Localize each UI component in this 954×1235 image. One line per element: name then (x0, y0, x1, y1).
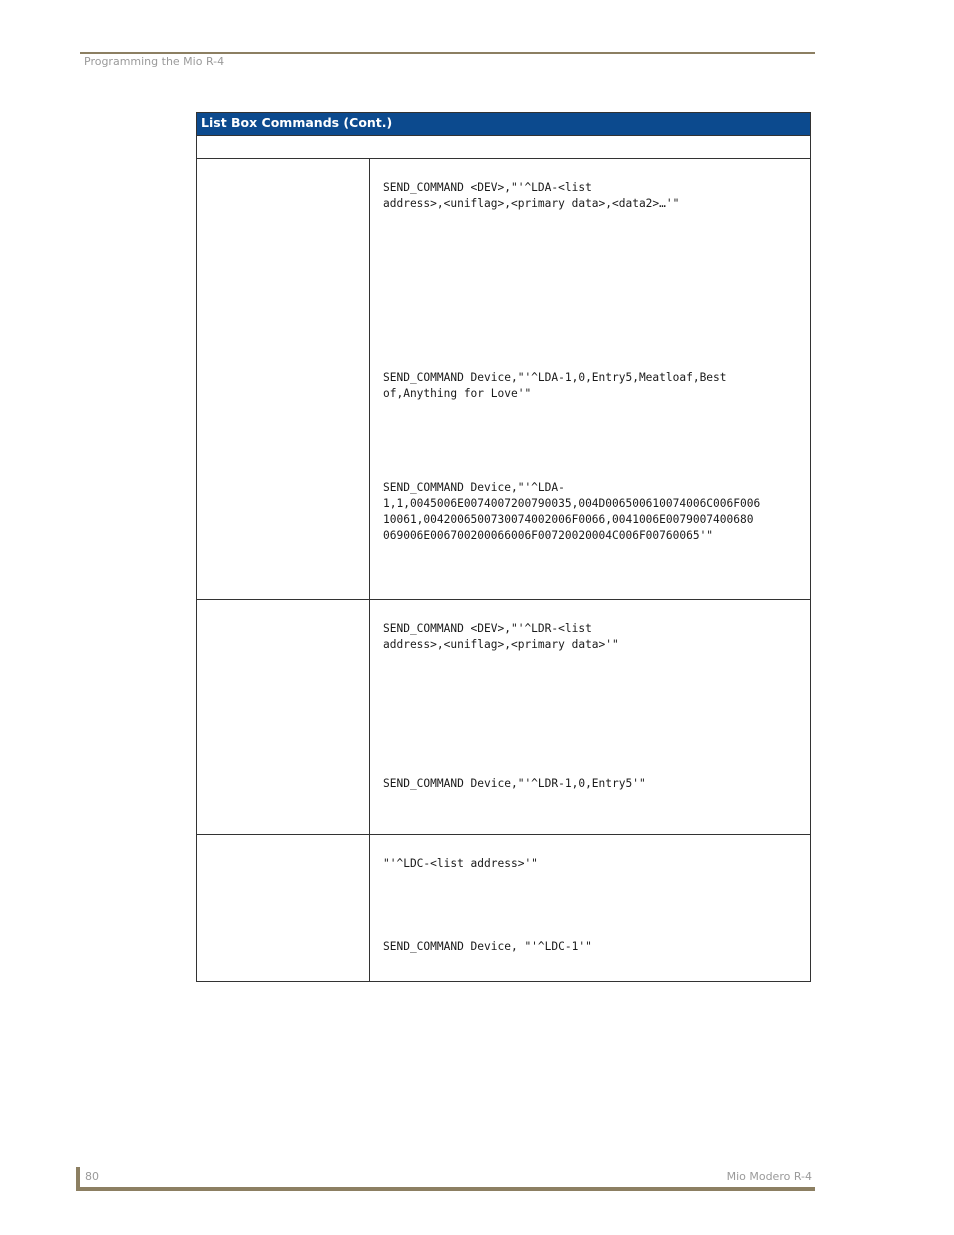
list-box-commands-table (196, 112, 811, 982)
footer-title: Mio Modero R-4 (726, 1170, 812, 1183)
example-code: SEND_COMMAND Device,"'^LDA-1,0,Entry5,Meatloaf,Best of,Anything for Love'" (383, 371, 727, 400)
running-header: Programming the Mio R-4 (84, 55, 225, 68)
command-name-cell (197, 600, 370, 834)
example-code: SEND_COMMAND Device,"'^LDR-1,0,Entry5'" (383, 777, 646, 790)
footer-rule (80, 1187, 815, 1191)
table-row-ldr (197, 600, 810, 835)
table-blank-row (197, 136, 810, 159)
table-title: List Box Commands (Cont.) (197, 113, 810, 136)
example-code: SEND_COMMAND Device, "'^LDC-1'" (383, 940, 592, 953)
command-description-cell (370, 600, 810, 834)
command-name-cell (197, 835, 370, 981)
command-description-cell (370, 159, 810, 599)
example-code: SEND_COMMAND Device,"'^LDA- 1,1,0045006E0074007200790035,004D006500610074006C006F006 10061,0042006500730074002006F0066,0041006E0079007400680 069006E006700200066006F00720020004C006F00760065'" (383, 481, 761, 542)
page-number: 80 (85, 1170, 99, 1183)
syntax-code: "'^LDC-<list address>'" (383, 857, 538, 870)
syntax-code: SEND_COMMAND <DEV>,"'^LDA-<list address>,<uniflag>,<primary data>,<data2>…'" (383, 181, 680, 210)
syntax-code: SEND_COMMAND <DEV>,"'^LDR-<list address>,<uniflag>,<primary data>'" (383, 622, 619, 651)
table-row-ldc (197, 835, 810, 981)
command-description-cell (370, 835, 810, 981)
command-name-cell (197, 159, 370, 599)
header-rule (80, 52, 815, 54)
table-row-lda (197, 159, 810, 600)
